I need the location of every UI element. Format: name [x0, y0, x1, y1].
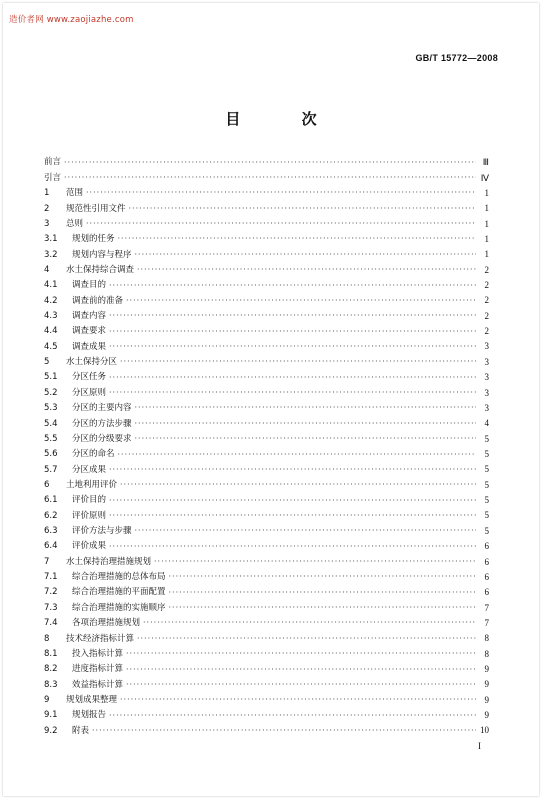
dot-leader — [126, 666, 476, 674]
toc-entry-number: 9.2 — [44, 725, 58, 736]
toc-entry[interactable] — [44, 170, 489, 185]
toc-entry[interactable] — [44, 339, 489, 354]
toc-entry-page: 9 — [484, 710, 489, 721]
toc-entry[interactable] — [44, 309, 489, 324]
toc-entry[interactable] — [44, 247, 489, 262]
document-page — [3, 3, 539, 796]
dot-leader — [86, 220, 476, 228]
dot-leader — [109, 512, 476, 520]
dot-leader — [109, 712, 476, 720]
toc-entry-page: 5 — [484, 449, 489, 459]
toc-entry-label: 效益指标计算 — [72, 679, 124, 690]
toc-entry[interactable] — [44, 631, 489, 646]
toc-entry-page: 5 — [484, 495, 489, 506]
toc-entry[interactable] — [44, 585, 489, 600]
dot-leader — [135, 251, 476, 259]
toc-entry-label: 技术经济指标计算 — [66, 633, 135, 644]
toc-entry-label: 分区的主要内容 — [72, 403, 132, 414]
toc-entry-page: 2 — [484, 264, 489, 275]
toc-entry-number: 5.5 — [44, 433, 58, 444]
toc-entry-page: 9 — [484, 694, 489, 705]
toc-entry-page: 1 — [484, 218, 489, 229]
dot-leader — [143, 619, 476, 627]
toc-entry[interactable] — [44, 385, 489, 400]
toc-entry-number: 7.3 — [44, 602, 58, 613]
toc-entry-page: 6 — [484, 541, 489, 552]
dot-leader — [135, 420, 476, 428]
dot-leader — [109, 282, 476, 290]
toc-entry-number: 4.3 — [44, 311, 58, 322]
toc-entry-number: 3.1 — [44, 234, 58, 245]
toc-entry-number: 5 — [44, 357, 50, 368]
toc-entry-number: 7.2 — [44, 587, 58, 598]
standard-code: GB/T 15772—2008 — [415, 53, 498, 63]
toc-entry-label: 分区成果 — [72, 464, 107, 475]
toc-entry-page: 9 — [484, 664, 489, 675]
toc-entry-number: 8.2 — [44, 664, 58, 675]
toc-entry-label: 评价方法与步骤 — [72, 526, 132, 537]
toc-entry[interactable] — [44, 232, 489, 247]
toc-entry[interactable] — [44, 401, 489, 416]
toc-entry-number: 5.1 — [44, 372, 58, 383]
toc-entry-page: 5 — [484, 464, 489, 475]
toc-entry-label: 综合治理措施的实施顺序 — [72, 602, 166, 613]
toc-entry-number: 3 — [44, 218, 50, 229]
toc-entry[interactable] — [44, 693, 489, 708]
dot-leader — [109, 543, 476, 551]
toc-entry-label: 分区的分级要求 — [72, 433, 132, 444]
dot-leader — [64, 159, 476, 167]
toc-entry-label: 投入指标计算 — [72, 648, 124, 659]
toc-entry-number: 5.2 — [44, 387, 58, 398]
toc-entry-label: 各项治理措施规划 — [72, 618, 141, 629]
dot-leader — [64, 174, 476, 182]
dot-leader — [120, 358, 476, 366]
toc-entry-label: 规划内容与程序 — [72, 249, 132, 260]
dot-leader — [109, 374, 476, 382]
toc-entry[interactable] — [44, 431, 489, 446]
toc-entry-label: 进度指标计算 — [72, 664, 124, 675]
dot-leader — [126, 297, 476, 305]
dot-leader — [169, 604, 476, 612]
toc-entry-label: 规划报告 — [72, 710, 107, 721]
toc-entry[interactable] — [44, 263, 489, 278]
table-of-contents — [44, 155, 489, 739]
toc-entry-number: 7.1 — [44, 572, 58, 583]
toc-entry[interactable] — [44, 201, 489, 216]
toc-entry[interactable] — [44, 462, 489, 477]
dot-leader — [126, 650, 476, 658]
toc-entry-label: 综合治理措施的平面配置 — [72, 587, 166, 598]
toc-entry[interactable] — [44, 355, 489, 370]
toc-entry-label: 引言 — [44, 172, 62, 183]
toc-entry[interactable] — [44, 508, 489, 523]
toc-entry-page: 2 — [484, 326, 489, 337]
dot-leader — [154, 558, 476, 566]
toc-entry-number: 7.4 — [44, 618, 58, 629]
toc-entry-label: 评价原则 — [72, 510, 107, 521]
toc-entry-number: 4.1 — [44, 280, 58, 291]
toc-entry-number: 6.1 — [44, 495, 58, 506]
toc-entry-page: 4 — [484, 418, 489, 429]
dot-leader — [118, 235, 476, 243]
toc-entry-page: 3 — [484, 356, 489, 367]
toc-entry-number: 4.4 — [44, 326, 58, 337]
toc-entry-page: 1 — [484, 203, 489, 214]
toc-entry-label: 分区的方法步骤 — [72, 418, 132, 429]
toc-entry[interactable] — [44, 554, 489, 569]
dot-leader — [92, 727, 476, 735]
dot-leader — [135, 435, 476, 443]
dot-leader — [109, 497, 476, 505]
dot-leader — [169, 589, 476, 597]
toc-entry-number: 6.2 — [44, 510, 58, 521]
toc-entry[interactable] — [44, 278, 489, 293]
toc-entry-label: 附表 — [72, 725, 90, 736]
toc-entry-page: 3 — [484, 387, 489, 398]
toc-entry-page: 3 — [484, 341, 489, 352]
toc-entry-page: 8 — [484, 633, 489, 644]
toc-entry-page: 2 — [484, 280, 489, 291]
toc-entry-label: 调查目的 — [72, 280, 107, 291]
toc-entry-page: 6 — [484, 556, 489, 567]
toc-entry-number: 8.1 — [44, 648, 58, 659]
toc-entry-page: Ⅳ — [480, 172, 489, 183]
toc-entry-number: 1 — [44, 188, 50, 199]
toc-entry-label: 分区任务 — [72, 372, 107, 383]
dot-leader — [109, 389, 476, 397]
dot-leader — [109, 466, 476, 474]
toc-entry-page: 3 — [484, 402, 489, 413]
toc-entry-number: 5.4 — [44, 418, 58, 429]
toc-entry-label: 范围 — [66, 188, 84, 199]
toc-entry[interactable] — [44, 416, 489, 431]
toc-entry-page: 1 — [484, 233, 489, 244]
dot-leader — [86, 189, 476, 197]
toc-entry-label: 规划成果整理 — [66, 695, 118, 705]
dot-leader — [169, 573, 476, 581]
dot-leader — [120, 481, 476, 489]
dot-leader — [109, 343, 476, 351]
toc-entry-label: 规划的任务 — [72, 234, 115, 245]
dot-leader — [120, 696, 476, 704]
toc-entry-label: 规范性引用文件 — [66, 203, 126, 214]
toc-entry-label: 分区的命名 — [72, 449, 115, 460]
toc-entry-number: 9 — [44, 695, 50, 705]
toc-entry-page: 7 — [484, 617, 489, 628]
toc-entry[interactable] — [44, 647, 489, 662]
toc-entry[interactable] — [44, 570, 489, 585]
toc-entry[interactable] — [44, 370, 489, 385]
toc-entry-label: 评价目的 — [72, 495, 107, 506]
toc-entry-label: 调查要求 — [72, 326, 107, 337]
toc-entry-label: 水土保持分区 — [66, 357, 118, 368]
toc-entry-page: 5 — [484, 510, 489, 521]
toc-entry[interactable] — [44, 447, 489, 462]
dot-leader — [135, 404, 476, 412]
toc-entry[interactable] — [44, 216, 489, 231]
toc-entry[interactable] — [44, 324, 489, 339]
toc-entry-number: 4.5 — [44, 341, 58, 352]
toc-entry[interactable] — [44, 493, 489, 508]
toc-entry[interactable] — [44, 616, 489, 631]
toc-entry-number: 6.3 — [44, 526, 58, 537]
toc-entry-page: 5 — [484, 479, 489, 490]
toc-entry-number: 5.6 — [44, 449, 58, 460]
toc-entry[interactable] — [44, 677, 489, 692]
toc-entry-label: 综合治理措施的总体布局 — [72, 572, 166, 583]
toc-entry-page: 7 — [484, 602, 489, 613]
dot-leader — [109, 312, 476, 320]
dot-leader — [137, 266, 476, 274]
toc-entry[interactable] — [44, 478, 489, 493]
toc-entry-label: 分区原则 — [72, 387, 107, 398]
toc-entry-page: 1 — [484, 187, 489, 198]
toc-entry-number: 2 — [44, 203, 50, 214]
toc-entry-number: 6 — [44, 479, 50, 490]
toc-entry-page: 5 — [484, 525, 489, 536]
toc-entry-label: 调查内容 — [72, 311, 107, 322]
toc-entry[interactable] — [44, 723, 489, 738]
toc-entry-page: 6 — [484, 571, 489, 582]
toc-entry-page: 5 — [484, 433, 489, 444]
toc-entry-page: Ⅲ — [482, 157, 489, 168]
toc-entry-number: 5.3 — [44, 403, 58, 414]
toc-entry-page: 2 — [484, 295, 489, 306]
toc-entry-page: 8 — [484, 648, 489, 659]
toc-entry[interactable] — [44, 600, 489, 615]
toc-entry[interactable] — [44, 539, 489, 554]
toc-entry-number: 8.3 — [44, 679, 58, 690]
toc-entry[interactable] — [44, 708, 489, 723]
toc-entry-number: 5.7 — [44, 464, 58, 475]
dot-leader — [126, 681, 476, 689]
toc-entry[interactable] — [44, 155, 489, 170]
dot-leader — [109, 328, 476, 336]
toc-entry-number: 8 — [44, 633, 50, 644]
toc-entry[interactable] — [44, 186, 489, 201]
toc-entry-number: 3.2 — [44, 249, 58, 260]
toc-entry-number: 9.1 — [44, 710, 58, 721]
toc-entry-page: 1 — [484, 249, 489, 260]
toc-entry[interactable] — [44, 662, 489, 677]
toc-entry[interactable] — [44, 524, 489, 539]
footer-page-number: I — [478, 741, 481, 751]
toc-entry-label: 水土保持治理措施规划 — [66, 556, 152, 567]
toc-entry-page: 3 — [484, 372, 489, 383]
dot-leader — [137, 635, 476, 643]
toc-entry-label: 前言 — [44, 157, 62, 168]
toc-entry-page: 2 — [484, 310, 489, 321]
watermark-text: 造价者网 www.zaojiazhe.com — [9, 15, 134, 25]
toc-entry-page: 10 — [480, 725, 489, 736]
toc-entry-number: 6.4 — [44, 541, 58, 552]
toc-entry[interactable] — [44, 293, 489, 308]
toc-entry-number: 7 — [44, 556, 50, 567]
dot-leader — [129, 205, 476, 213]
toc-entry-number: 4.2 — [44, 295, 58, 306]
toc-entry-label: 调查前的准备 — [72, 295, 124, 306]
toc-entry-page: 6 — [484, 587, 489, 598]
toc-entry-label: 总则 — [66, 218, 84, 229]
toc-entry-page: 9 — [484, 679, 489, 690]
toc-entry-label: 土地利用评价 — [66, 479, 118, 490]
toc-entry-label: 调查成果 — [72, 341, 107, 352]
toc-entry-label: 评价成果 — [72, 541, 107, 552]
page-title: 目 次 — [225, 110, 345, 128]
toc-entry-label: 水土保持综合调查 — [66, 264, 135, 275]
dot-leader — [118, 451, 476, 459]
toc-entry-number: 4 — [44, 264, 50, 275]
dot-leader — [135, 527, 476, 535]
